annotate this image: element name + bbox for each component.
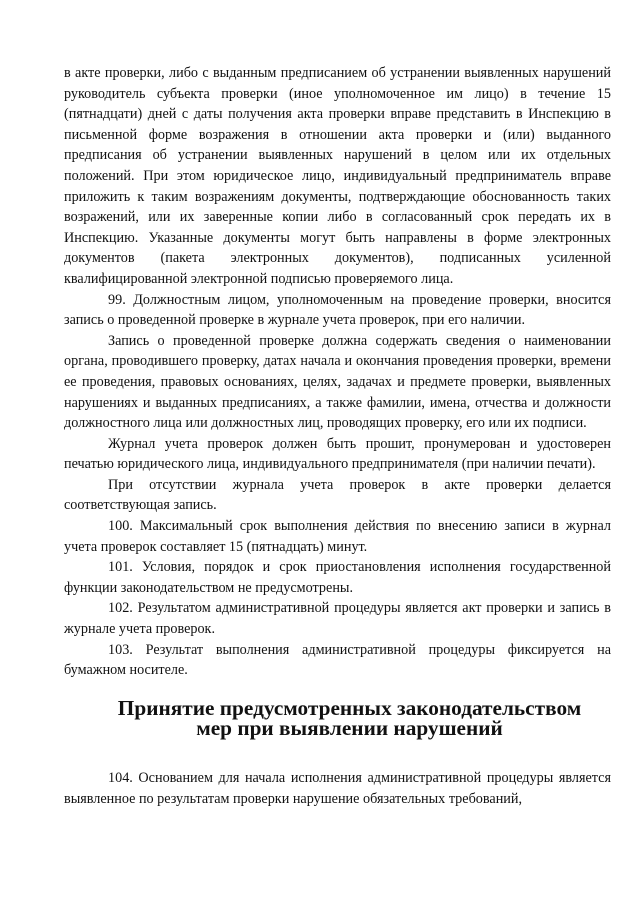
paragraph-100: 100. Максимальный срок выполнения действия по внесению записи в журнал учета проверок составляет 15 (пятнадцать) минут. <box>64 518 611 555</box>
paragraph-99-record-contents: Запись о проведенной проверке должна содержать сведения о наименовании органа, проводившего проверку, датах начала и окончания проведения проверки, времени ее проведения, правовых основаниях, целях, задачах и предмете проверки, выявленных нарушениях и выданных предписаниях, а также фамилии, имена, отчества и должности должностного лица или должностных лиц, проводящих проверку, его или их подписи. <box>64 332 611 432</box>
section-heading: Принятие предусмотренных законодательством мер при выявлении нарушений <box>117 695 582 741</box>
paragraph-101: 101. Условия, порядок и срок приостановления исполнения государственной функции законодательством не предусмотрены. <box>64 559 611 596</box>
paragraph-continuation: в акте проверки, либо с выданным предписанием об устранении выявленных нарушений руководитель субъекта проверки (иное уполномоченное им лицо) в течение 15 (пятнадцати) дней с даты получения акта проверки вправе представить в Инспекцию в письменной форме возражения в отношении акта проверки и (или) выданного предписания об устранении выявленных нарушений в целом или их отдельных положений. При этом юридическое лицо, индивидуальный предприниматель вправе приложить к таким возражениям документы, подтверждающие обоснованность таких возражений, или их заверенные копии либо в согласованный срок передать их в Инспекцию. Указанные документы могут быть направлены в форме электронных документов (пакета электронных документов), подписанных усиленной квалифицированной электронной подписью проверяемого лица. <box>64 65 611 287</box>
paragraph-99-journal-requirements: Журнал учета проверок должен быть прошит, пронумерован и удостоверен печатью юридического лица, индивидуального предпринимателя (при наличии печати). <box>64 435 611 473</box>
paragraph-102: 102. Результатом административной процедуры является акт проверки и запись в журнале учета проверок. <box>64 600 611 638</box>
paragraph-99: 99. Должностным лицом, уполномоченным на проведение проверки, вносится запись о проведенной проверке в журнале учета проверок, при его наличии. <box>64 291 611 329</box>
paragraph-103: 103. Результат выполнения административной процедуры фиксируется на бумажном носителе. <box>64 641 611 679</box>
paragraph-99-journal-absent: При отсутствии журнала учета проверок в акте проверки делается соответствующая запись. <box>64 476 611 514</box>
paragraph-104: 104. Основанием для начала исполнения административной процедуры является выявленное по результатам проверки нарушение обязательных требований, <box>64 770 611 807</box>
